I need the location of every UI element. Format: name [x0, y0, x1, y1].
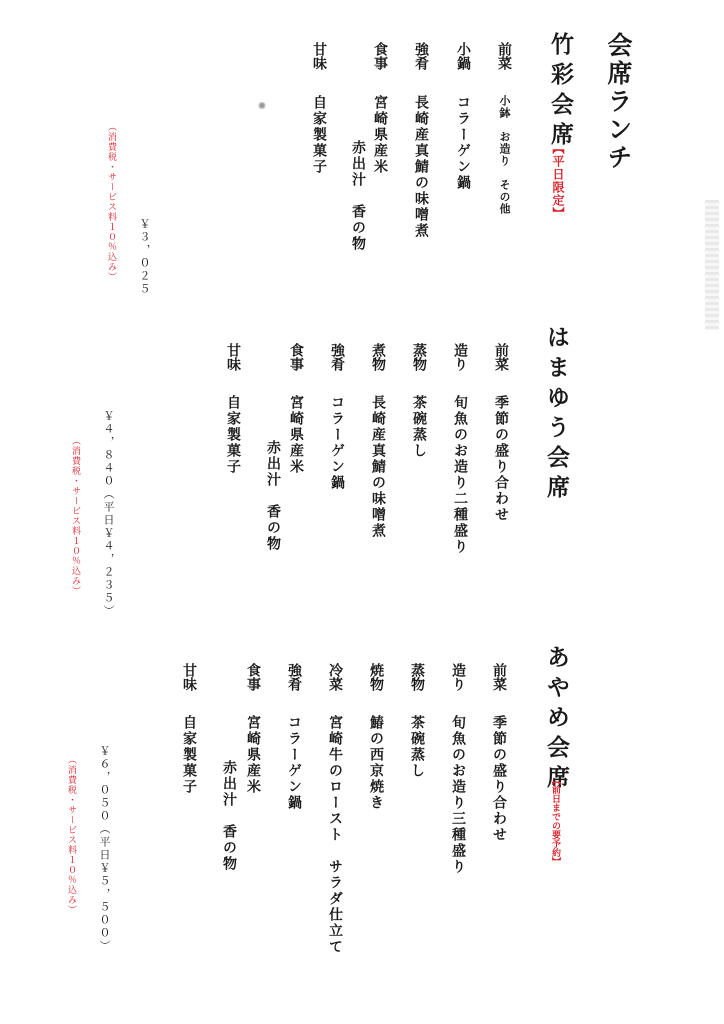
menu-category: 甘味: [311, 42, 327, 70]
menu-category: 小鍋: [455, 42, 471, 70]
menu-category: 強肴: [329, 343, 345, 371]
menu-dish: 赤出汁 香の物: [265, 440, 281, 552]
menu-dish: 宮崎県産米: [245, 715, 261, 795]
course-title-ayame: あやめ会席: [543, 645, 570, 795]
menu-category: 食事: [288, 343, 304, 371]
menu-dish: 宮崎県産米: [288, 395, 304, 475]
scan-edge-mark: [705, 200, 719, 330]
menu-dish: コラーゲン鍋: [455, 95, 471, 191]
menu-category: 前菜: [496, 42, 512, 70]
menu-dish: 長崎産真鯖の味噌煮: [413, 95, 429, 239]
tax-note: （消費税・サービス料１０％込み）: [66, 755, 76, 915]
menu-category: 甘味: [225, 343, 241, 371]
menu-dish: 自家製菓子: [225, 395, 241, 475]
scan-speck: [257, 102, 267, 109]
course-note-reservation: 【前日までの要予約】: [550, 776, 560, 866]
menu-dish: 茶碗蒸し: [411, 395, 427, 459]
menu-category: 蒸物: [411, 343, 427, 371]
menu-category: 食事: [245, 663, 261, 691]
course-note-weekday-only: 【平日限定】: [551, 142, 565, 220]
course-price: ￥４，８４０（平日￥４，２３５）: [102, 410, 115, 618]
menu-dish: 赤出汁 香の物: [221, 760, 237, 872]
menu-dish: 茶碗蒸し: [409, 715, 425, 779]
menu-dish: 自家製菓子: [181, 715, 197, 795]
menu-category: 蒸物: [409, 663, 425, 691]
menu-category: 焼物: [368, 663, 384, 691]
menu-category: 食事: [372, 42, 388, 70]
course-price: ￥６，０５０（平日￥５，５００）: [98, 745, 111, 953]
menu-category: 前菜: [493, 343, 509, 371]
menu-category: 強肴: [413, 42, 429, 70]
menu-dish: コラーゲン鍋: [286, 715, 302, 811]
menu-category: 前菜: [491, 663, 507, 691]
menu-dish: 宮崎牛のロースト サラダ仕立て: [327, 715, 343, 955]
menu-dish: 宮崎県産米: [372, 95, 388, 175]
menu-category: 造り: [450, 663, 466, 691]
menu-category: 煮物: [370, 343, 386, 371]
menu-dish: 長崎産真鯖の味噌煮: [370, 395, 386, 539]
course-title-chikusai: 竹彩会席: [547, 32, 574, 152]
course-price: ￥３，０２５: [138, 218, 151, 296]
menu-dish: 鰆の西京焼き: [368, 715, 384, 811]
tax-note: （消費税・サービス料１０％込み）: [70, 436, 80, 596]
menu-dish: 季節の盛り合わせ: [493, 395, 509, 523]
menu-dish: 小鉢 お造り その他: [498, 95, 511, 215]
page-title: 会席ランチ: [604, 32, 633, 172]
menu-dish: 旬魚のお造り二種盛り: [452, 395, 468, 555]
menu-dish: 季節の盛り合わせ: [491, 715, 507, 843]
menu-dish: 自家製菓子: [311, 95, 327, 175]
menu-category: 造り: [452, 343, 468, 371]
course-title-hamayuu: はまゆう会席: [543, 325, 570, 505]
menu-dish: 旬魚のお造り三種盛り: [450, 715, 466, 875]
menu-category: 冷菜: [327, 663, 343, 691]
menu-dish: 赤出汁 香の物: [350, 140, 366, 252]
menu-category: 甘味: [181, 663, 197, 691]
tax-note: （消費税・サービス料１０％込み）: [106, 122, 116, 282]
menu-dish: コラーゲン鍋: [329, 395, 345, 491]
menu-category: 強肴: [286, 663, 302, 691]
